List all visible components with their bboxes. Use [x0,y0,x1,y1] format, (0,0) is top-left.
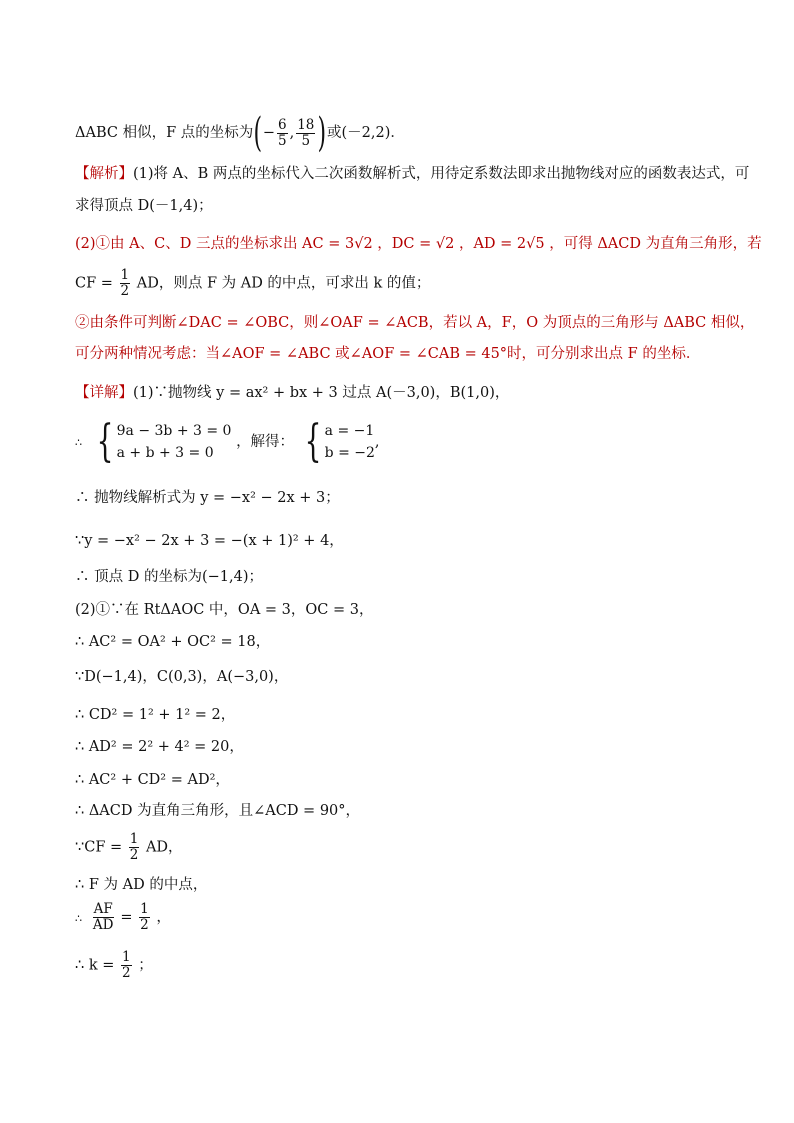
detail-line-7: ∴ AC² = OA² + OC² = 18， [75,634,271,650]
detail-line-14: ∴ F 为 AD 的中点， [75,877,208,893]
fraction: $\frac{18}{5}$ [297,116,315,149]
detail-line-11: ∴ AC² + CD² = AD²， [75,772,230,788]
detail-tag: 【详解】 [75,385,133,401]
text: (1)将 A、B 两点的坐标代入二次函数解析式，用待定系数法即求出抛物线对应的函数表达式，可 [133,166,750,182]
fraction-one-half: $\frac{1}{2}$ [140,901,149,933]
text: ΔABC 相似，F 点的坐标为 [75,125,254,141]
text: 求得顶点 D(－1,4)； [75,198,213,214]
analysis-line-3 [75,234,762,254]
text: (2)①由 A、C、D 三点的坐标求出 AC = 3√2 ，DC = √2 ，AD = 2√5 ，可得 ΔACD 为直角三角形，若 [75,236,762,252]
equation-system: { 9a − 3b + 3 = 0 a + b + 3 = 0 [96,416,232,467]
analysis-line-2 [75,196,734,216]
solution-system: { a = −1 b = −2 [304,416,375,467]
detail-line-10: ∴ AD² = 2² + 4² = 20， [75,739,244,755]
detail-line-8: ∵D(−1,4)，C(0,3)，A(−3,0)， [75,669,289,685]
fraction-one-half: $\frac{1}{2}$ [120,267,130,299]
detail-line-12: ∴ ΔACD 为直角三角形，且∠ACD = 90°， [75,803,361,819]
text: 可分两种情况考虑：当∠AOF = ∠ABC 或∠AOF = ∠CAB = 45°时，可分别求出点 F 的坐标． [75,346,701,362]
text: AD，则点 F 为 AD 的中点，可求出 k 的值； [136,275,431,292]
detail-line-1 [75,383,734,403]
analysis-line-1 [75,164,750,184]
line-similar-result: ΔABC 相似，F 点的坐标为(− $\frac{6}{5}$ , $\frac{18}{5}$ )或(－2,2)． [75,110,405,156]
analysis-line-6 [75,344,734,364]
text: (1)∵抛物线 y = ax² + bx + 3 过点 A(－3,0)，B(1,0)， [133,385,510,401]
detail-line-15: ∴ $\frac{AF}{AD}$ = $\frac{1}{2}$ ， [75,901,171,933]
detail-line-13: ∵CF = $\frac{1}{2}$ AD， [75,831,183,863]
analysis-line-5 [75,313,755,333]
detail-line-9: ∴ CD² = 1² + 1² = 2， [75,707,236,723]
fraction: $\frac{6}{5}$ [278,116,287,149]
text: ②由条件可判断∠DAC = ∠OBC，则∠OAF = ∠ACB，若以 A，F，O 为顶点的三角形与 ΔABC 相似， [75,315,755,331]
fraction-af-ad: $\frac{AF}{AD}$ [92,901,114,933]
fraction-one-half: $\frac{1}{2}$ [122,949,131,981]
detail-line-5: ∴ 顶点 D 的坐标为(−1,4)； [75,569,263,585]
analysis-line-4 [75,268,734,299]
detail-line-4: ∵y = −x² − 2x + 3 = −(x + 1)² + 4， [75,533,344,549]
detail-line-3: ∴ 抛物线解析式为 y = −x² − 2x + 3； [75,490,340,506]
analysis-tag: 【解析】 [75,166,133,182]
detail-line-6: (2)①∵在 RtΔAOC 中，OA = 3，OC = 3， [75,602,374,618]
text: CF = [75,275,113,292]
detail-line-16: ∴ k = $\frac{1}{2}$ ； [75,949,153,981]
fraction-one-half: $\frac{1}{2}$ [129,831,139,863]
text: 或(－2,2)． [327,125,405,141]
equation-system-line: ∴ { 9a − 3b + 3 = 0 a + b + 3 = 0 ，解得： { a = −1 b = −2 , [75,416,380,467]
